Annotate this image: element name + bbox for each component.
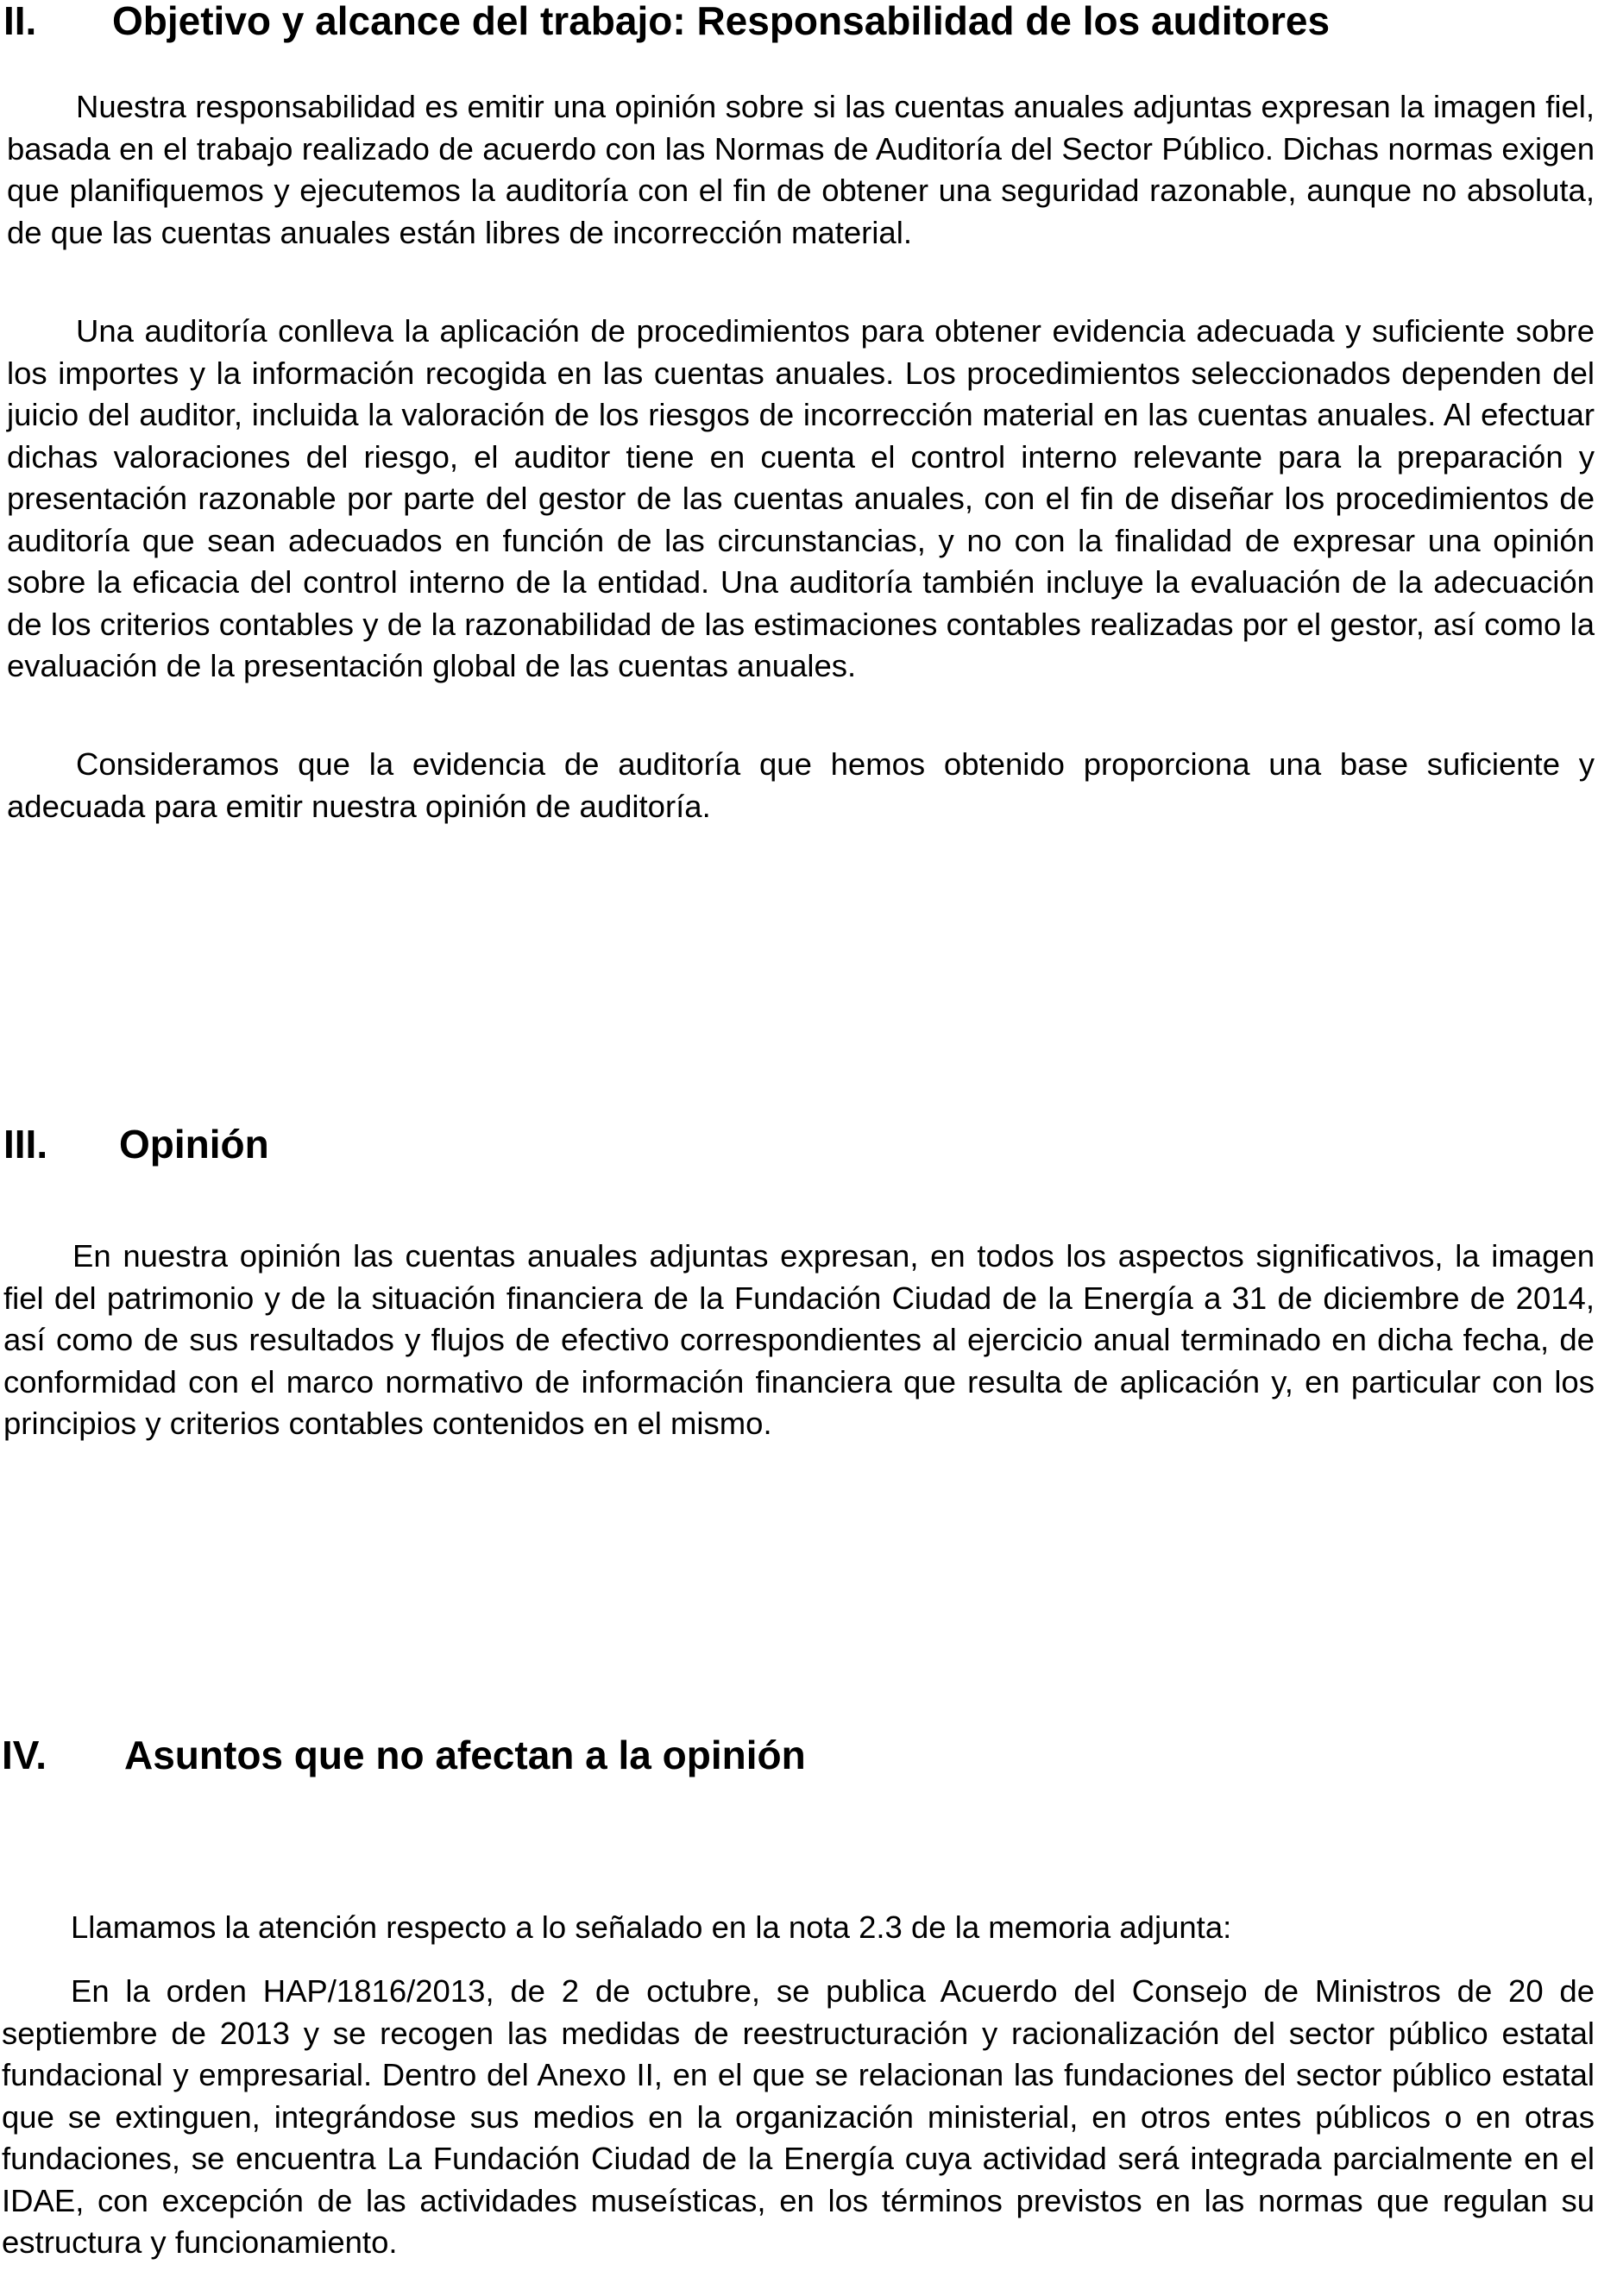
section-number: II. <box>3 0 37 43</box>
paragraph: Consideramos que la evidencia de auditoría que hemos obtenido proporciona una base suficiente y adecuada para emitir nuestra opinión de auditoría. <box>7 746 1595 824</box>
section-title: Opinión <box>119 1122 269 1167</box>
section-number: III. <box>3 1122 48 1167</box>
section-heading-asuntos <box>2 1733 806 1777</box>
paragraph: Una auditoría conlleva la aplicación de procedimientos para obtener evidencia adecuada y suficiente sobre los importes y la información recogida en las cuentas anuales. Los procedimientos seleccionados dependen del juicio del auditor, incluida la valoración de los riesgos de incorrección material en las cuentas anuales. Al efectuar dichas valoraciones del riesgo, el auditor tiene en cuenta el control interno relevante para la preparación y presentación razonable por parte del gestor de las cuentas anuales, con el fin de diseñar los procedimientos de auditoría que sean adecuados en función de las circunstancias, y no con la finalidad de expresar una opinión sobre la eficacia del control interno de la entidad. Una auditoría también incluye la evaluación de la adecuación de los criterios contables y de la razonabilidad de las estimaciones contables realizadas por el gestor, así como la evaluación de la presentación global de las cuentas anuales. <box>7 313 1595 683</box>
section-title: Asuntos que no afectan a la opinión <box>124 1733 806 1777</box>
paragraph: En nuestra opinión las cuentas anuales adjuntas expresan, en todos los aspectos significativos, la imagen fiel del patrimonio y de la situación financiera de la Fundación Ciudad de la Energía a 31 de diciembre de 2014, así como de sus resultados y flujos de efectivo correspondientes al ejercicio anual terminado en dicha fecha, de conformidad con el marco normativo de información financiera que resulta de aplicación y, en particular con los principios y criterios contables contenidos en el mismo. <box>3 1238 1595 1441</box>
paragraph: En la orden HAP/1816/2013, de 2 de octubre, se publica Acuerdo del Consejo de Ministros de 20 de septiembre de 2013 y se recogen las medidas de reestructuración y racionalización del sector público estatal fundacional y empresarial. Dentro del Anexo II, en el que se relacionan las fundaciones del sector público estatal que se extinguen, integrándose sus medios en la organización ministerial, en otros entes públicos o en otras fundaciones, se encuentra La Fundación Ciudad de la Energía cuya actividad será integrada parcialmente en el IDAE, con excepción de las actividades museísticas, en los términos previstos en las normas que regulan su estructura y funcionamiento. <box>2 1973 1595 2260</box>
section-title: Objetivo y alcance del trabajo: Responsabilidad de los auditores <box>112 0 1331 43</box>
section-heading-objetivo <box>3 0 1330 43</box>
section-heading-opinion <box>3 1122 269 1167</box>
paragraph: Llamamos la atención respecto a lo señalado en la nota 2.3 de la memoria adjunta: <box>71 1909 1232 1945</box>
paragraph: Nuestra responsabilidad es emitir una opinión sobre si las cuentas anuales adjuntas expresan la imagen fiel, basada en el trabajo realizado de acuerdo con las Normas de Auditoría del Sector Público. Dichas normas exigen que planifiquemos y ejecutemos la auditoría con el fin de obtener una seguridad razonable, aunque no absoluta, de que las cuentas anuales están libres de incorrección material. <box>7 89 1595 250</box>
section-number: IV. <box>2 1733 47 1777</box>
